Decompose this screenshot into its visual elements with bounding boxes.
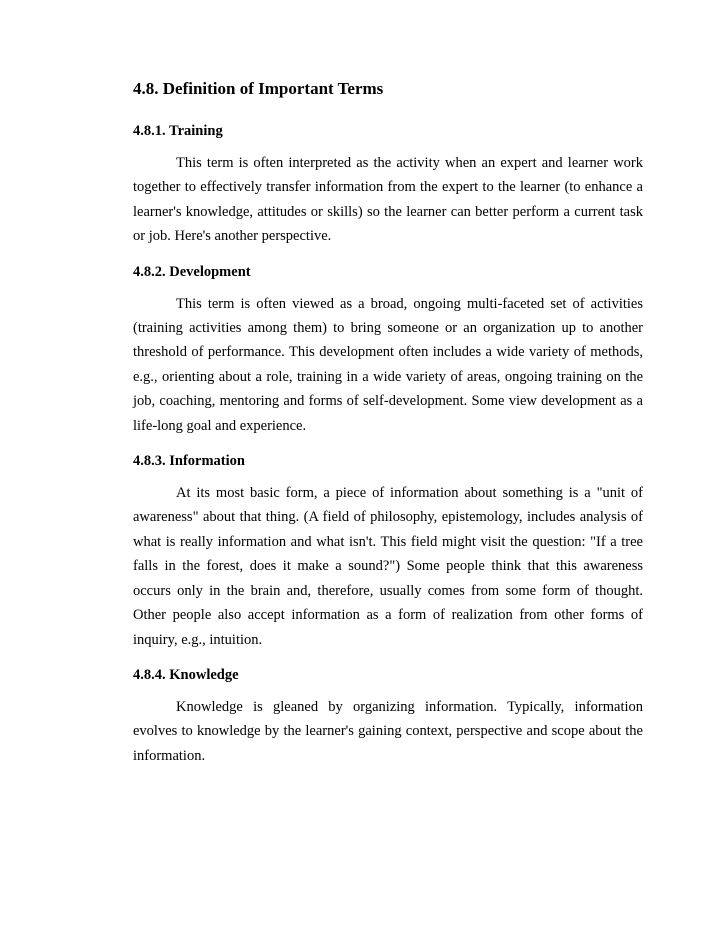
section-knowledge <box>133 665 643 768</box>
section-title: 4.8.4. Knowledge <box>133 666 239 683</box>
section-title: 4.8.2. Development <box>133 263 251 280</box>
document-page <box>133 78 643 781</box>
section-development <box>133 262 643 438</box>
section-paragraph: Knowledge is gleaned by organizing information. Typically, information evolves to knowledge by the learner's gaining context, perspective and scope about the information. <box>133 698 643 764</box>
section-information <box>133 451 643 652</box>
section-title: 4.8.3. Information <box>133 453 245 470</box>
section-paragraph: This term is often interpreted as the activity when an expert and learner work together to effectively transfer information from the expert to the learner (to enhance a learner's knowledge, attitudes or skills) so the learner can better perform a current task or job. Here's another perspective. <box>133 155 643 245</box>
section-title: 4.8.1. Training <box>133 123 223 139</box>
section-paragraph: At its most basic form, a piece of information about something is a "unit of awareness" about that thing. (A field of philosophy, epistemology, includes analysis of what is really information and what isn't. This field might visit the question: "If a tree falls in the forest, does it make a sound?") Some people think that this awareness occurs only in the brain and, therefore, usually comes from some form of thought. Other people also accept information as a form of realization from other forms of inquiry, e.g., intuition. <box>133 485 643 648</box>
section-paragraph: This term is often viewed as a broad, ongoing multi-faceted set of activities (training activities among them) to bring someone or an organization up to another threshold of performance. This development often includes a wide variety of methods, e.g., orienting about a role, training in a wide variety of areas, ongoing training on the job, coaching, mentoring and forms of self-development. Some view development as a life-long goal and experience. <box>133 295 643 434</box>
section-training <box>133 121 643 249</box>
page-title: 4.8. Definition of Important Terms <box>133 79 384 98</box>
